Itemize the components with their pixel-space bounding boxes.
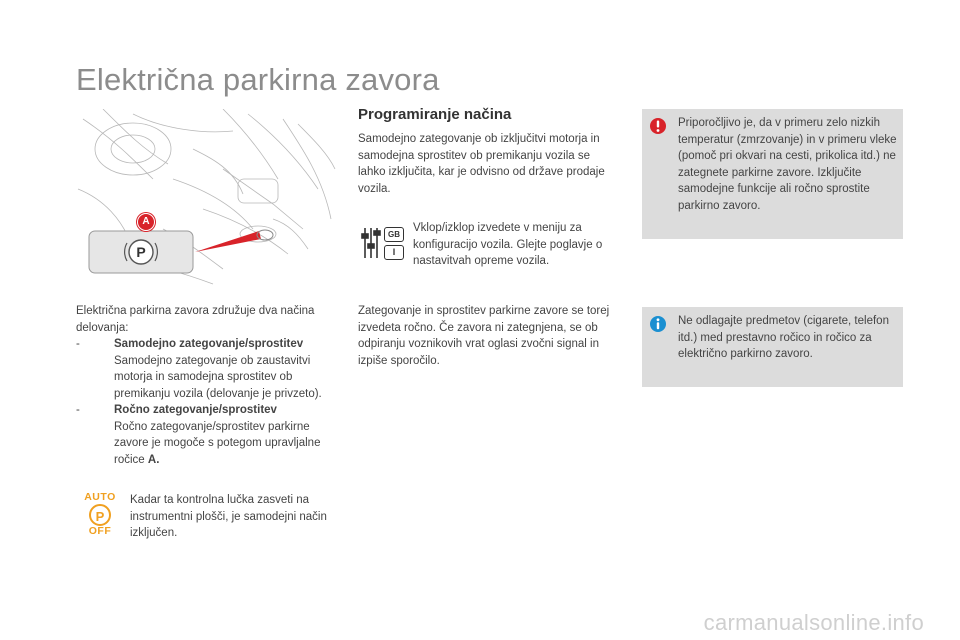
- intro-text: Električna parkirna zavora združuje dva načina delovanja:: [76, 305, 315, 334]
- auto-off-note: Kadar ta kontrolna lučka zasveti na instrumentni plošči, je samodejni način izključen.: [130, 494, 327, 539]
- warning-text: Priporočljivo je, da v primeru zelo nizkih temperatur (zmrzovanje) in v primeru vleke (pomoč pri okvari na cesti, prikolica itd.) ne zategnete parkirne zavore. Izključite samodejne funkcije ali ročno sprostite parkirno zavoro.: [678, 117, 897, 212]
- list-item-title: Samodejno zategovanje/sprostitev: [114, 338, 304, 350]
- settings-menu-icon: [361, 226, 407, 262]
- sliders-icon: [361, 226, 381, 260]
- info-box: [642, 307, 903, 387]
- i-badge: I: [384, 245, 404, 260]
- list-item-text: Ročno zategovanje/sprostitev parkirne zavore je mogoče s potegom upravljalne ročice: [114, 420, 321, 466]
- svg-text:P: P: [136, 244, 146, 260]
- auto-off-icon: [80, 492, 120, 540]
- section-heading: Programiranje načina: [358, 106, 512, 123]
- auto-label: AUTO: [84, 491, 116, 503]
- list-item-text: Samodejno zategovanje ob zaustavitvi motorja in samodejna sprostitev ob premikanju vozila (delovanje je privzeto).: [114, 354, 322, 400]
- parking-p-symbol: P: [89, 504, 111, 526]
- info-text: Ne odlagajte predmetov (cigarete, telefon itd.) med prestavno ročico in ročico za električno parkirno zavoro.: [678, 315, 889, 360]
- console-line-drawing: [73, 109, 336, 287]
- manual-operation-paragraph: Zategovanje in sprostitev parkirne zavore se torej izvedeta ročno. Če zavora ni zategnjena, se ob odpiranju voznikovih vrat oglasi zvočni signal in izpiše sporočilo.: [358, 305, 610, 367]
- list-dash: -: [76, 404, 80, 416]
- page-title: Električna parkirna zavora: [76, 62, 440, 97]
- parking-brake-illustration: [73, 109, 336, 287]
- off-label: OFF: [88, 525, 112, 537]
- lever-reference: A.: [147, 453, 160, 466]
- watermark: carmanualsonline.info: [703, 610, 924, 635]
- list-dash: -: [76, 338, 80, 350]
- programming-paragraph: Samodejno zategovanje ob izključitvi motorja in samodejna sprostitev ob premikanju vozila se lahko izključita, kar je odvisno od države prodaje vozila.: [358, 133, 605, 195]
- menu-note: Vklop/izklop izvedete v meniju za konfiguracijo vozila. Glejte poglavje o nastavitvah opreme vozila.: [413, 222, 603, 267]
- list-item: [76, 402, 342, 468]
- warning-icon: [650, 117, 666, 135]
- callout-letter: A: [142, 216, 150, 227]
- gb-badge: GB: [384, 227, 404, 242]
- warning-box: [642, 109, 903, 239]
- info-icon: [650, 315, 666, 333]
- list-item: [76, 336, 342, 402]
- left-column: [76, 303, 342, 468]
- list-item-title: Ročno zategovanje/sprostitev: [114, 404, 277, 416]
- callout-a-badge: [137, 213, 155, 231]
